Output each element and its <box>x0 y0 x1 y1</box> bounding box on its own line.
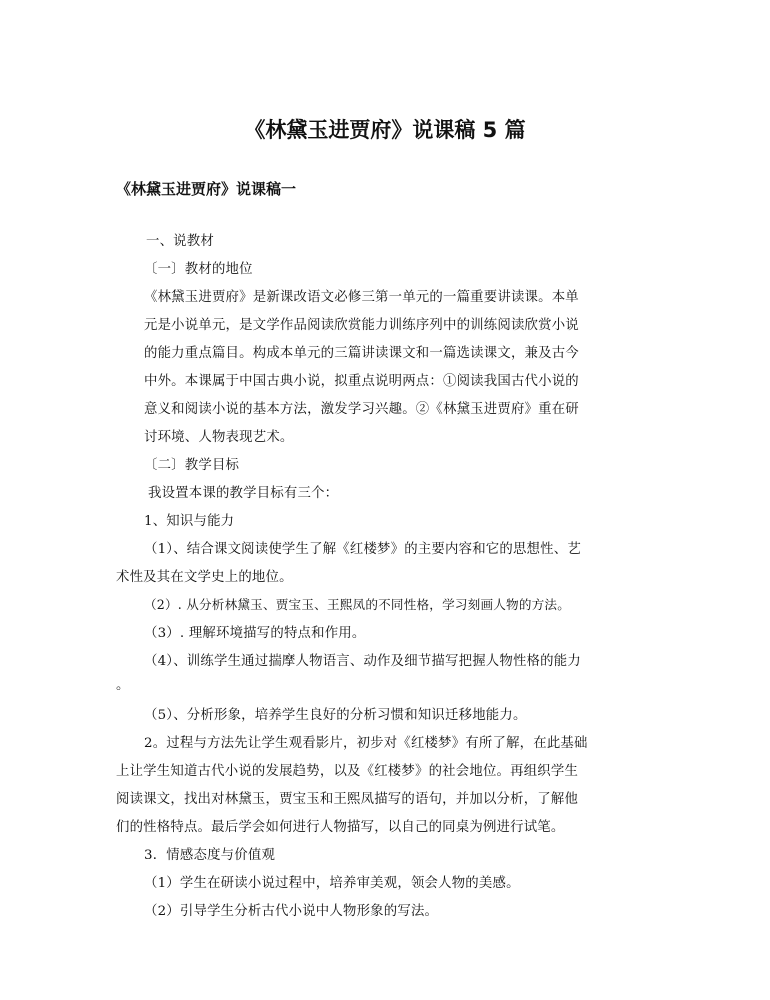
paragraph-line: 的能力重点篇目。构成本单元的三篇讲读课文和一篇选读课文，兼及古今 <box>144 346 579 361</box>
paragraph-line: 2。过程与方法先让学生观看影片，初步对《红楼梦》有所了解，在此基础 <box>144 736 588 751</box>
list-item-continuation: 。 <box>116 678 130 693</box>
list-item: （2）引导学生分析古代小说中人物形象的写法。 <box>144 904 439 919</box>
section-heading: 《林黛玉进贾府》说课稿一 <box>116 180 297 198</box>
document-title: 《林黛玉进贾府》说课稿 5 篇 <box>244 118 526 142</box>
paragraph-line: 中外。本课属于中国古典小说，拟重点说明两点：①阅读我国古代小说的 <box>144 374 579 389</box>
list-item: （5）、分析形象，培养学生良好的分析习惯和知识迁移地能力。 <box>144 708 527 723</box>
paragraph-line: 我设置本课的教学目标有三个： <box>148 486 339 501</box>
paragraph-line: 阅读课文，找出对林黛玉，贾宝玉和王熙凤描写的语句，并加以分析，了解他 <box>116 792 579 807</box>
paragraph-line: 讨环境、人物表现艺术。 <box>144 430 294 445</box>
list-item: （3）. 理解环境描写的特点和作用。 <box>144 626 366 641</box>
list-item: （2）. 从分析林黛玉、贾宝玉、王熙凤的不同性格，学习刻画人物的方法。 <box>144 597 571 612</box>
list-item-continuation: 术性及其在文学史上的地位。 <box>116 570 293 585</box>
subheading-1: 〔一〕教材的地位 <box>144 262 253 277</box>
subheading-2: 〔二〕教学目标 <box>144 458 240 473</box>
list-heading: 3．情感态度与价值观 <box>144 848 276 863</box>
paragraph-line: 元是小说单元，是文学作品阅读欣赏能力训练序列中的训练阅读欣赏小说 <box>144 318 579 333</box>
paragraph-line: 《林黛玉进贾府》是新课改语文必修三第一单元的一篇重要讲读课。本单 <box>144 290 579 305</box>
paragraph-line: 意义和阅读小说的基本方法，激发学习兴趣。②《林黛玉进贾府》重在研 <box>144 402 579 417</box>
list-item: （1）、结合课文阅读使学生了解《红楼梦》的主要内容和它的思想性、艺 <box>144 542 581 557</box>
list-item: （1）学生在研读小说过程中，培养审美观，领会人物的美感。 <box>144 876 520 891</box>
list-item: （4）、训练学生通过揣摩人物语言、动作及细节描写把握人物性格的能力 <box>144 654 581 669</box>
list-heading: 1、知识与能力 <box>144 514 235 529</box>
heading-1: 一、说教材 <box>146 234 214 249</box>
paragraph-line: 上让学生知道古代小说的发展趋势，以及《红楼梦》的社会地位。再组织学生 <box>116 764 579 779</box>
paragraph-line: 们的性格特点。最后学会如何进行人物描写，以自己的同桌为例进行试笔。 <box>116 820 565 835</box>
